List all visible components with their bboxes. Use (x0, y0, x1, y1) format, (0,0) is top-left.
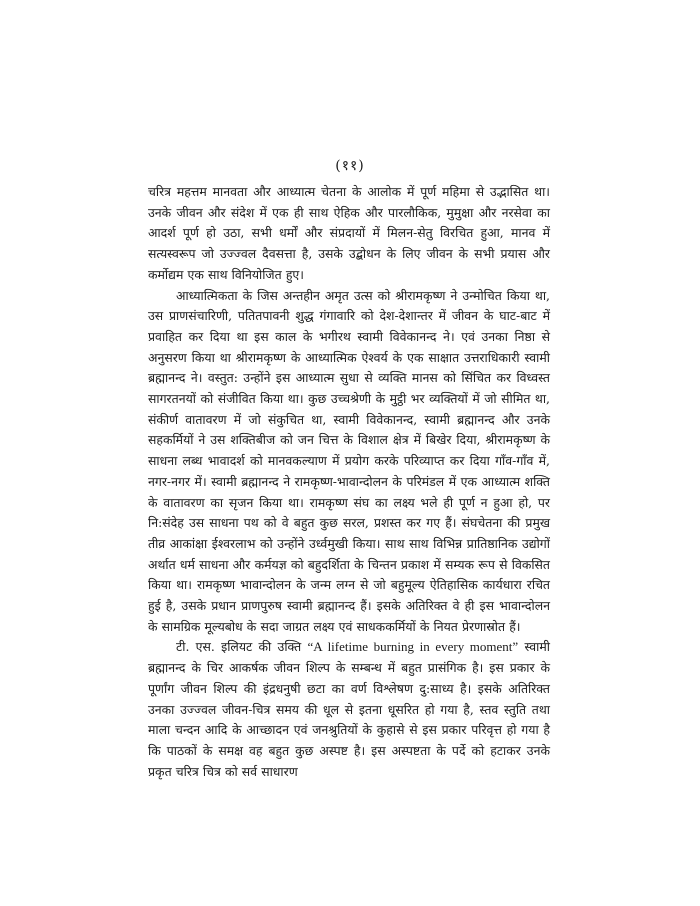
page-number: (११) (335, 158, 365, 174)
eliot-quote: “A lifetime burning in every moment” (307, 639, 519, 655)
paragraph-1: चरित्र महत्तम मानवता और आध्यात्म चेतना के आलोक में पूर्ण महिमा से उद्भासित था। उनके जीवन और संदेश में एक ही साथ ऐहिक और पारलौकिक, मुमुक्षा और नरसेवा का आदर्श पूर्ण हो उठा, सभी धर्मों और संप्रदायों में मिलन-सेतु विरचित हुआ, मानव में सत्यस्वरूप जो उज्ज्वल दैवसत्ता है, उसके उद्बोधन के लिए जीवन के सभी प्रयास और कर्मोद्यम एक साथ विनियोजित हुए। (148, 184, 550, 282)
paragraph-3-lead: टी. एस. इलियट की उक्ति (176, 639, 308, 655)
paragraph-3-body: स्वामी ब्रह्मानन्द के चिर आकर्षक जीवन शिल्प के सम्बन्ध में बहुत प्रासंगिक है। इस प्रकार के पूर्णांग जीवन शिल्प की इंद्रधनुषी छटा का वर्ण विश्लेषण दु:साध्य है। इसके अतिरिक्त उनका उज्ज्वल जीवन-चित्र समय की धूल से इतना धूसरित हो गया है, स्तव स्तुति तथा माला चन्दन आदि के आच्छादन एवं जनश्रुतियों के कुहासे से इस प्रकार परिवृत्त हो गया है कि पाठकों के समक्ष वह बहुत कुछ अस्पष्ट है। इस अस्पष्टता के पर्दे को हटाकर उनके प्रकृत चरित्र चित्र को सर्व साधारण (148, 639, 550, 779)
body-text (148, 182, 550, 782)
paragraph-3 (148, 637, 550, 782)
paragraph-2: आध्यात्मिकता के जिस अन्तहीन अमृत उत्स को श्रीरामकृष्ण ने उन्मोचित किया था, उस प्राणसंचारिणी, पतितपावनी शुद्ध गंगावारि को देश-देशान्तर में जीवन के घाट-बाट में प्रवाहित कर दिया था इस काल के भगीरथ स्वामी विवेकानन्द ने। एवं उनका निष्ठा से अनुसरण किया था श्रीरामकृष्ण के आध्यात्मिक ऐश्वर्य के एक साक्षात उत्तराधिकारी स्वामी ब्रह्मानन्द ने। वस्तुत: उन्होंने इस आध्यात्म सुधा से व्यक्ति मानस को सिंचित कर विध्वस्त सागरतनयों को संजीवित किया था। कुछ उच्चश्रेणी के मुट्ठी भर व्यक्तियों में जो सीमित था, संकीर्ण वातावरण में जो संकुचित था, स्वामी विवेकानन्द, स्वामी ब्रह्मानन्द और उनके सहकर्मियों ने उस शक्तिबीज को जन चित्त के विशाल क्षेत्र में बिखेर दिया, श्रीरामकृष्ण के साधना लब्ध भावादर्श को मानवकल्याण में प्रयोग करके परिव्याप्त कर दिया गाँव-गाँव में, नगर-नगर में। स्वामी ब्रह्मानन्द ने रामकृष्ण-भावान्दोलन के परिमंडल में एक आध्यात्म शक्ति के वातावरण का सृजन किया था। रामकृष्ण संघ का लक्ष्य भले ही पूर्ण न हुआ हो, पर नि:संदेह उस साधना पथ को वे बहुत कुछ सरल, प्रशस्त कर गए हैं। संघचेतना की प्रमुख तीव्र आकांक्षा ईश्वरलाभ को उन्होंने उर्ध्वमुखी किया। साथ साथ विभिन्न प्रातिष्ठानिक उद्योगों अर्थात धर्म साधना और कर्मयज्ञ को बहुदर्शिता के चिन्तन प्रकाश में सम्यक रूप से विकसित किया था। रामकृष्ण भावान्दोलन के जन्म लग्न से जो बहुमूल्य ऐतिहासिक कार्यधारा रचित हुई है, उसके प्रधान प्राणपुरुष स्वामी ब्रह्मानन्द हैं। इसके अतिरिक्त वे ही इस भावान्दोलन के सामग्रिक मूल्यबोध के सदा जाग्रत लक्ष्य एवं साधककर्मियों के नियत प्रेरणास्रोत हैं। (148, 287, 550, 634)
